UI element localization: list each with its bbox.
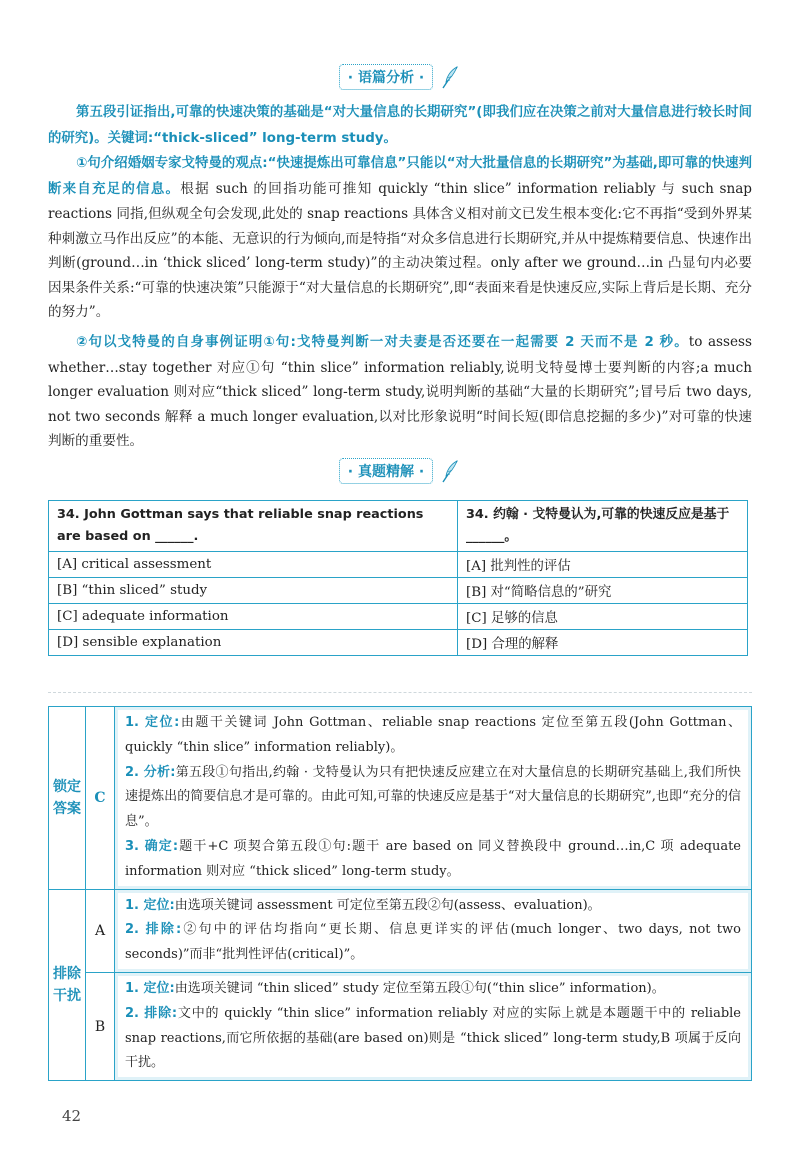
option-row — [49, 552, 748, 578]
analysis-text: 根据 such 的回指功能可推知 quickly “thin slice” information reliably 与 such snap reactions 同指,但纵观全句会发现,此处的 snap reactions 具体含义相对前文已发生根本变化:它不再指“受到外界某种刺激立马作出反应”的本能、无意识的行为倾向,而是特指“对众多信息进行长期研究,并从中提炼精要信息、快速作出判断(ground…in ‘thick sliced’ long-term study)”的主动决策过程。only after we ground…in 凸显句内必要因果条件关系:“可靠的快速决策”只能源于“对大量信息的长期研究”,即“表面来看是快速反应,实际上背后是长期、充分的努力”。 — [48, 180, 753, 320]
section-header-analysis — [0, 64, 800, 90]
explanation-line: 1. 定位:由选项关键词 assessment 可定位至第五段②句(assess、evaluation)。 — [125, 897, 601, 913]
explanation-line: 2. 分析:第五段①句指出,约翰 · 戈特曼认为只有把快速反应建立在对大量信息的长期研究基础上,我们所快速提炼出的简要信息才是可靠的。由此可知,可靠的快速反应是基于“对大量信息的长期研究”,也即“充分的信息”。 — [125, 764, 741, 830]
lock-answer-row — [49, 707, 752, 890]
analysis-key-sentence: 第五段引证指出,可靠的快速决策的基础是“对大量信息的长期研究”(即我们应在决策之前对大量信息进行较长时间的研究)。关键词:“thick-sliced” long-term study。 — [48, 105, 752, 146]
lock-answer-content — [115, 707, 752, 890]
answer-table — [48, 706, 752, 1081]
exclude-label: 排除干扰 — [49, 889, 86, 1081]
feather-pen-icon — [439, 458, 461, 484]
question-table — [48, 500, 748, 656]
section-title: · 真题精解 · — [339, 458, 433, 484]
analysis-paragraph-1 — [48, 100, 752, 151]
explanation-line: 2. 排除:②句中的评估均指向“更长期、信息更详实的评估(much longer、two days, not two seconds)”而非“批判性评估(critical)”。 — [125, 922, 741, 963]
option-row — [49, 604, 748, 630]
feather-pen-icon — [439, 64, 461, 90]
option-zh: [D] 合理的解释 — [458, 630, 748, 656]
page-number: 42 — [62, 1107, 82, 1125]
explanation-line: 1. 定位:由题干关键词 John Gottman、reliable snap reactions 定位至第五段(John Gottman、quickly “thin slice” information reliably)。 — [125, 715, 741, 755]
exclude-content — [115, 972, 752, 1080]
option-row — [49, 578, 748, 604]
section-header-explanation — [0, 458, 800, 484]
exclude-row-a — [49, 889, 752, 972]
option-row — [49, 630, 748, 656]
option-zh: [B] 对“简略信息的”研究 — [458, 578, 748, 604]
option-en: [A] critical assessment — [49, 552, 458, 578]
explanation-line: 3. 确定:题干+C 项契合第五段①句:题干 are based on 同义替换段中 ground…in,C 项 adequate information 则对应 “thick sliced” long-term study。 — [125, 838, 741, 879]
divider — [48, 692, 752, 693]
section-title: · 语篇分析 · — [339, 64, 433, 90]
answer-option: B — [86, 972, 115, 1080]
answer-option: A — [86, 889, 115, 972]
lock-answer-label: 锁定答案 — [49, 707, 86, 890]
explanation-line: 1. 定位:由选项关键词 “thin sliced” study 定位至第五段①句(“thin slice” information)。 — [125, 980, 665, 996]
question-stem-zh: 34. 约翰 · 戈特曼认为,可靠的快速反应是基于______。 — [458, 501, 748, 552]
analysis-key-sentence: ②句以戈特曼的自身事例证明①句:戈特曼判断一对夫妻是否还要在一起需要 2 天而不是 2 秒。 — [76, 335, 689, 350]
answer-option: C — [86, 707, 115, 890]
option-zh: [C] 足够的信息 — [458, 604, 748, 630]
analysis-paragraph-3 — [48, 330, 752, 454]
question-stem-en: 34. John Gottman says that reliable snap reactions are based on ______. — [49, 501, 458, 552]
analysis-key-sentence: ①句介绍婚姻专家戈特曼的观点:“快速提炼出可靠信息”只能以“对大批量信息的长期研究”为基础,即可靠的快速判断来自充足的信息。 — [48, 156, 752, 197]
option-zh: [A] 批判性的评估 — [458, 552, 748, 578]
question-stem-row — [49, 501, 748, 552]
option-en: [B] “thin sliced” study — [49, 578, 458, 604]
exclude-content — [115, 889, 752, 972]
explanation-line: 2. 排除:文中的 quickly “thin slice” information reliably 对应的实际上就是本题题干中的 reliable snap reactions,而它所依据的基础(are based on)则是 “thick sliced” long-term study,B 项属于反向干扰。 — [125, 1005, 741, 1071]
analysis-paragraph-2 — [48, 151, 752, 325]
analysis-text: to assess whether…stay together 对应①句 “thin slice” information reliably,说明戈特曼博士要判断的内容;a much longer evaluation 则对应“thick sliced” long-term study,说明判断的基础“大量的长期研究”;冒号后 two days, not two seconds 解释 a much longer evaluation,以对比形象说明“时间长短(即信息挖掘的多少)”对可靠的快速判断的重要性。 — [48, 334, 753, 449]
exclude-row-b — [49, 972, 752, 1080]
option-en: [D] sensible explanation — [49, 630, 458, 656]
option-en: [C] adequate information — [49, 604, 458, 630]
